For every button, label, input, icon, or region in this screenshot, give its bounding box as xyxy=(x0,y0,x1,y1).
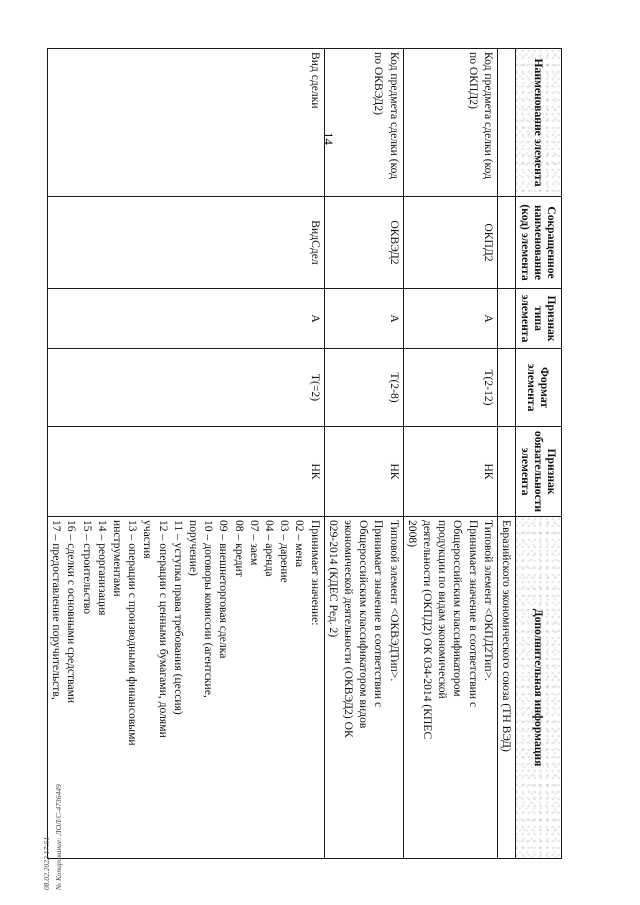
table-row xyxy=(324,49,403,859)
element-format: Т(2-12) xyxy=(403,349,497,427)
info-line: 13 – операции с производными финансовыми xyxy=(126,520,140,746)
info-line: деятельности (ОКПД2) ОК 034-2014 (КПЕС xyxy=(420,520,434,740)
info-line: продукции по видам экономической xyxy=(436,520,450,699)
element-code: ОКПД2 xyxy=(403,197,497,289)
info-line: Принимает значение в соответствии с xyxy=(372,520,386,708)
info-line: 11 – уступка права требования (цессия) xyxy=(171,520,185,715)
element-code: ВидСдел xyxy=(47,197,324,289)
info-line: 15 – строительство xyxy=(80,520,94,615)
info-line: 08 – кредит xyxy=(232,520,246,577)
element-format: Т(=2) xyxy=(47,349,324,427)
info-line: 16 – сделки с основными средствами xyxy=(65,520,79,704)
header-element-code: Сокращенное наименование (код) элемента xyxy=(516,197,562,289)
element-info xyxy=(47,517,324,859)
info-line: инструментами xyxy=(110,520,124,597)
info-line: Типовой элемент <ОКПД2Тип>. xyxy=(481,520,495,682)
element-required: НК xyxy=(403,427,497,517)
element-required: НК xyxy=(324,427,403,517)
table-row-continuation xyxy=(497,49,515,859)
info-line: 02 – мена xyxy=(293,520,307,568)
header-element-required: Признак обязательности элемента xyxy=(516,427,562,517)
info-line: 10 – договоры комиссии (агентские, xyxy=(202,520,216,698)
info-line: 17 – предоставление поручительств, xyxy=(50,520,64,700)
element-info xyxy=(324,517,403,859)
element-code: ОКВЭД2 xyxy=(324,197,403,289)
element-type: А xyxy=(47,289,324,349)
info-line: Принимает значение: xyxy=(308,520,322,626)
print-stamp xyxy=(40,750,80,890)
info-line: 14 – реорганизация xyxy=(95,520,109,616)
info-line: Общероссийским классификатором видов xyxy=(357,520,371,729)
info-line: 07 – заем xyxy=(247,520,261,566)
header-element-name: Наименование элемента xyxy=(516,49,562,197)
table-row xyxy=(47,49,324,859)
info-line: 029-2014 (КДЕС Ред. 2) xyxy=(326,520,340,638)
info-line: 09 – внешнеторговая сделка xyxy=(217,520,231,659)
info-line: Общероссийским классификатором xyxy=(451,520,465,697)
info-line: 12 – операции с ценными бумагами, долями xyxy=(156,520,170,738)
header-element-type: Признак типа элемента xyxy=(516,289,562,349)
info-line: 03 – дарение xyxy=(278,520,292,583)
element-name: Вид сделки xyxy=(47,49,324,197)
element-required: НК xyxy=(47,427,324,517)
stamp-line-date: 08.02.2022 17:51 xyxy=(42,836,51,890)
info-line: 2008) xyxy=(405,520,419,548)
table-header-row xyxy=(516,49,562,859)
table-row xyxy=(403,49,497,859)
info-line: участия xyxy=(141,520,155,559)
info-line: Принимает значение в соответствии с xyxy=(466,520,480,708)
stamp-line-copy: № Копирование: ЛОЛ/С-4736449 xyxy=(54,784,63,890)
element-name: Код предмета сделки (код по ОКВЭД2) xyxy=(324,49,403,197)
page-number: 14 xyxy=(321,132,336,145)
info-line: 04 – аренда xyxy=(262,520,276,577)
element-type: А xyxy=(403,289,497,349)
info-line: Типовой элемент <ОКВЭДТип>. xyxy=(387,520,401,682)
header-element-format: Формат элемента xyxy=(516,349,562,427)
elements-table xyxy=(47,48,562,859)
info-line: поручение) xyxy=(186,520,200,576)
header-additional-info: Дополнительная информация xyxy=(516,517,562,859)
continuation-info: Евразийского экономического союза (ТН ВЭД) xyxy=(497,517,515,859)
info-line: экономической деятельности (ОКВЭД2) ОК xyxy=(341,520,355,738)
element-format: Т(2-8) xyxy=(324,349,403,427)
element-info xyxy=(403,517,497,859)
element-type: А xyxy=(324,289,403,349)
element-name: Код предмета сделки (код по ОКПД2) xyxy=(403,49,497,197)
